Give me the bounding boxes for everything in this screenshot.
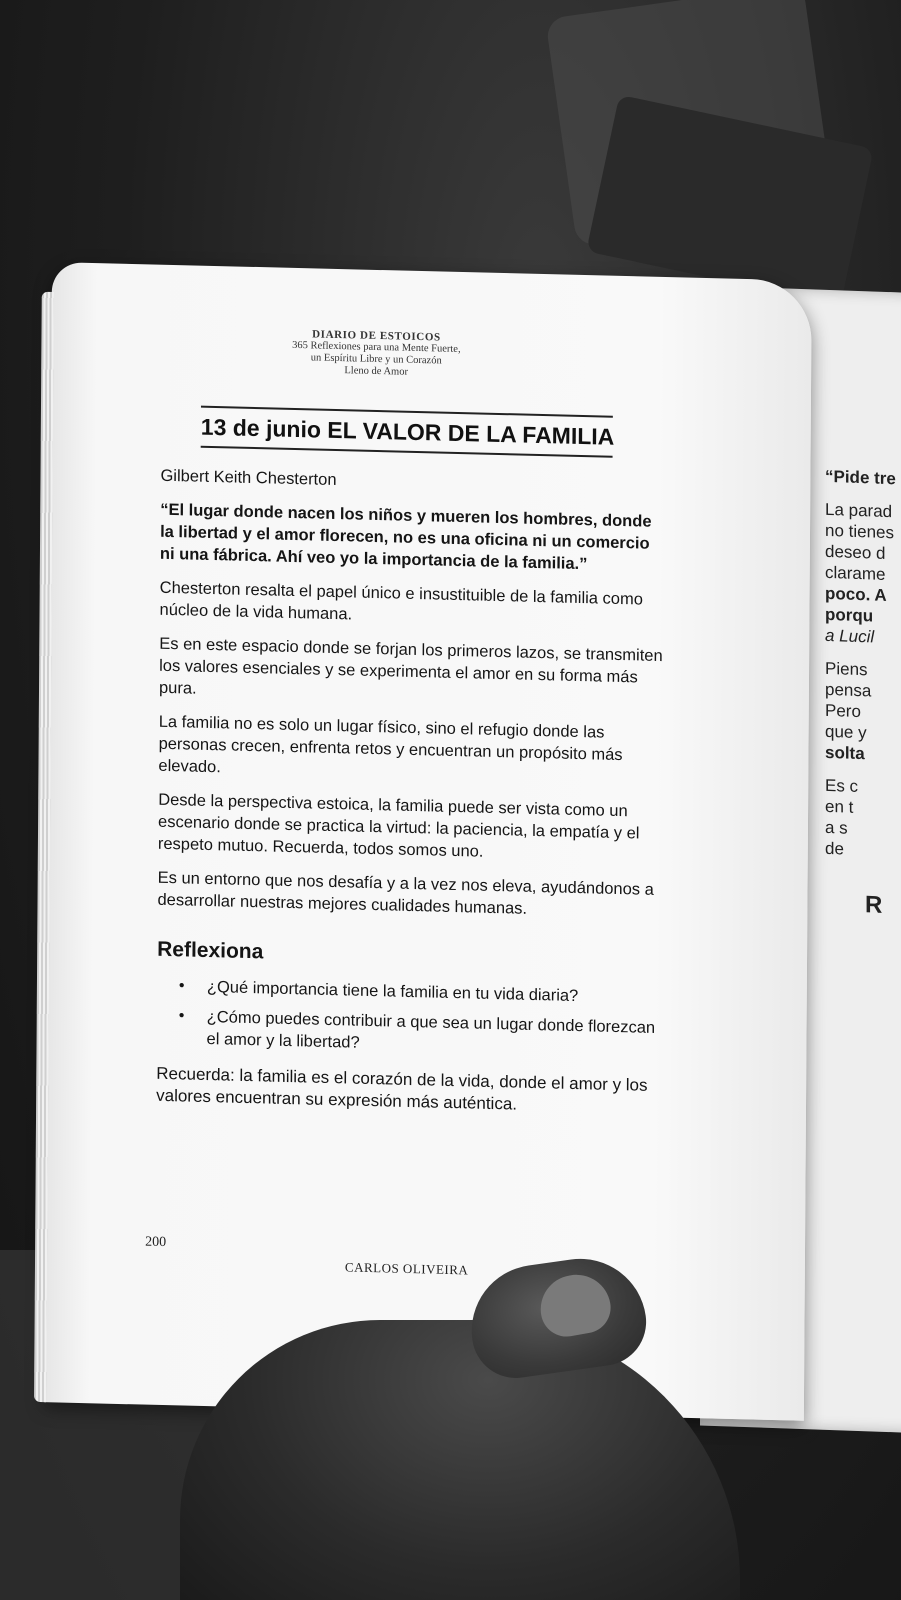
paragraph: Desde la perspectiva estoica, la familia puede ser vista como un escenario donde se practica la virtud: la paciencia, la empatía y el respeto mutuo. Recuerda, todos somos uno. (157, 790, 640, 861)
next-page-line: clarame (825, 562, 886, 584)
bullet-icon: • (178, 1007, 185, 1025)
next-page-line: que y (825, 721, 867, 743)
footer-author: CARLOS OLIVEIRA (344, 1259, 469, 1278)
next-page-line: deseo d (825, 541, 886, 563)
next-page-text (825, 466, 901, 866)
next-page-line: a Lucil (825, 625, 875, 647)
next-page-line: porqu (825, 604, 874, 626)
next-page-line: “Pide tre (825, 466, 896, 489)
page-stack-edge (34, 292, 54, 1402)
quote-author: Gilbert Keith Chesterton (160, 466, 337, 490)
next-page-line: solta (825, 742, 865, 764)
next-page-line: La parad (825, 499, 893, 522)
entry-body (156, 465, 665, 1119)
question-item (178, 1005, 661, 1061)
closing-remark: Recuerda: la familia es el corazón de la vida, donde el amor y los valores encuentran su expresión más auténtica. (156, 1063, 648, 1114)
reflection-heading: Reflexiona (157, 937, 264, 964)
question-text: ¿Qué importancia tiene la familia en tu vida diaria? (206, 978, 579, 1006)
book-subtitle-line: un Espíritu Libre y un Corazón (310, 352, 442, 367)
quote: “El lugar donde nacen los niños y mueren los hombres, donde la libertad y el amor florecen, no es una oficina ni un comercio ni una fábrica. Ahí veo yo la importancia de la familia.” (159, 500, 652, 574)
paragraph: Chesterton resalta el papel único e insustituible de la familia como núcleo de la vida humana. (159, 578, 643, 624)
bullet-icon: • (178, 977, 185, 995)
next-page-heading: R (865, 891, 883, 919)
paragraph: La familia no es solo un lugar físico, sino el refugio donde las personas crecen, enfrenta retos y encuentran un propósito más elevado. (158, 712, 623, 777)
book-page (44, 262, 812, 1421)
paragraph: Es en este espacio donde se forjan los primeros lazos, se transmiten los valores esenciales y se experimenta el amor en su forma más pura. (158, 634, 663, 698)
next-page-line: a s (825, 817, 848, 838)
question-text: ¿Cómo puedes contribuir a que sea un lugar donde florezcan el amor y la libertad? (206, 1008, 656, 1052)
next-page-line: pensa (825, 679, 872, 701)
book-subtitle-line: 365 Reflexiones para una Mente Fuerte, (292, 339, 461, 356)
next-page-line: Pero (825, 700, 861, 722)
paragraph: Es un entorno que nos desafía y a la vez nos eleva, ayudándonos a desarrollar nuestras mejores cualidades humanas. (157, 868, 654, 918)
next-page-line: de (825, 838, 844, 859)
background-object (586, 95, 874, 306)
entry-title: 13 de junio EL VALOR DE LA FAMILIA (201, 406, 613, 458)
next-page-line: Piens (825, 658, 868, 680)
next-page-line: en t (825, 796, 854, 817)
book-subtitle-line: Lleno de Amor (344, 365, 409, 378)
next-page-line: Es c (825, 775, 859, 796)
question-item (179, 975, 662, 1009)
book-title: DIARIO DE ESTOICOS (312, 328, 441, 344)
next-page-line: poco. A (825, 583, 887, 605)
question-list (156, 975, 661, 1061)
running-head (211, 326, 541, 382)
page-number: 200 (145, 1234, 167, 1251)
next-page-line: no tienes (825, 520, 894, 543)
